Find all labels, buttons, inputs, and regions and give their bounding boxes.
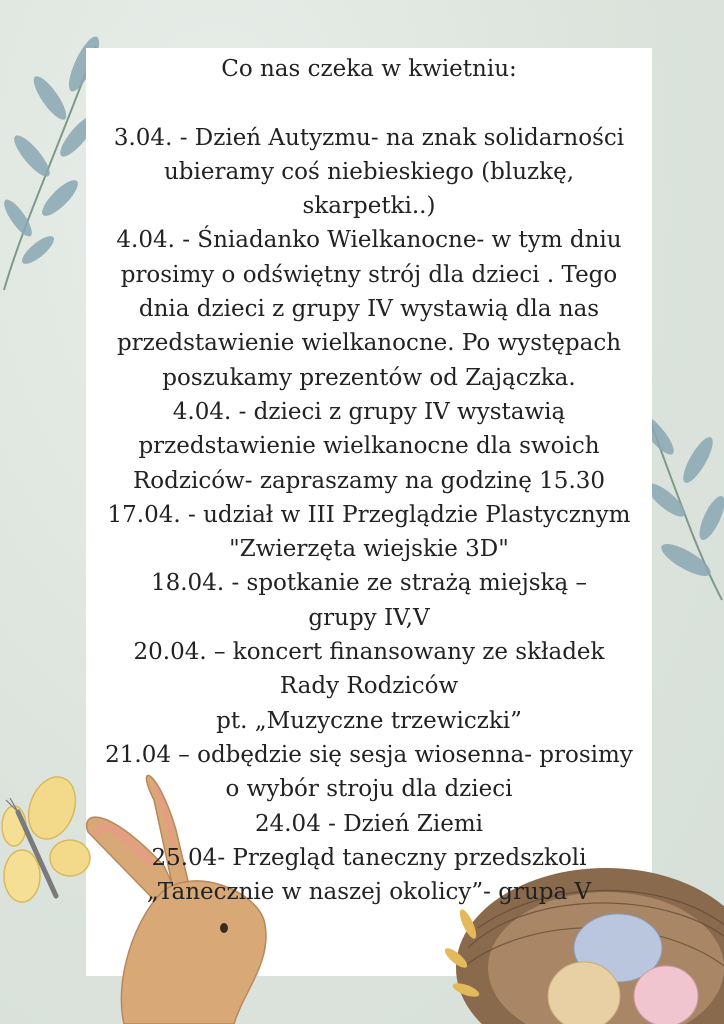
event-line: 4.04. - dzieci z grupy IV wystawią [172,398,566,425]
event-item [86,223,652,394]
event-item [86,121,652,224]
blank-line [86,86,652,120]
event-line: poszukamy prezentów od Zajączka. [162,364,576,391]
event-line: skarpetki..) [302,193,436,220]
event-line: przedstawienie wielkanocne. Po występach [116,330,622,357]
event-item [86,738,652,807]
event-line: 4.04. - Śniadanko Wielkanocne- w tym dniu [116,227,622,254]
event-line: Rady Rodziców [279,673,459,700]
event-item [86,395,652,498]
announcement-text [86,52,652,909]
event-line: prosimy o odświętny strój dla dzieci . Tego [120,261,618,288]
event-item [86,498,652,567]
event-line: "Zwierzęta wiejskie 3D" [229,536,509,563]
event-item [86,566,652,635]
event-line: 3.04. - Dzień Autyzmu- na znak solidarności [113,124,625,151]
event-line: 21.04 – odbędzie się sesja wiosenna- prosimy [105,741,633,768]
event-line: ubieramy coś niebieskiego (bluzkę, [163,158,575,185]
event-line: 24.04 - Dzień Ziemi [254,810,483,837]
event-item [86,841,652,910]
event-line: „Tanecznie w naszej okolicy”- grupa V [146,879,592,906]
event-line: 20.04. – koncert finansowany ze składek [133,639,605,666]
butterfly-icon [0,768,100,908]
page-title: Co nas czeka w kwietniu: [221,56,517,82]
event-line: 17.04. - udział w III Przeglądzie Plastycznym [107,501,631,528]
event-line: grupy IV,V [308,604,430,631]
event-line: 25.04- Przegląd taneczny przedszkoli [151,844,587,871]
event-line: dnia dzieci z grupy IV wystawią dla nas [138,296,600,323]
event-item [86,635,652,738]
event-line: przedstawienie wielkanocne dla swoich [138,433,600,460]
event-line: o wybór stroju dla dzieci [225,776,513,803]
event-item [86,807,652,841]
event-line: Rodziców- zapraszamy na godzinę 15.30 [132,467,606,494]
event-line: pt. „Muzyczne trzewiczki” [216,707,522,734]
event-line: 18.04. - spotkanie ze strażą miejską – [150,570,587,597]
